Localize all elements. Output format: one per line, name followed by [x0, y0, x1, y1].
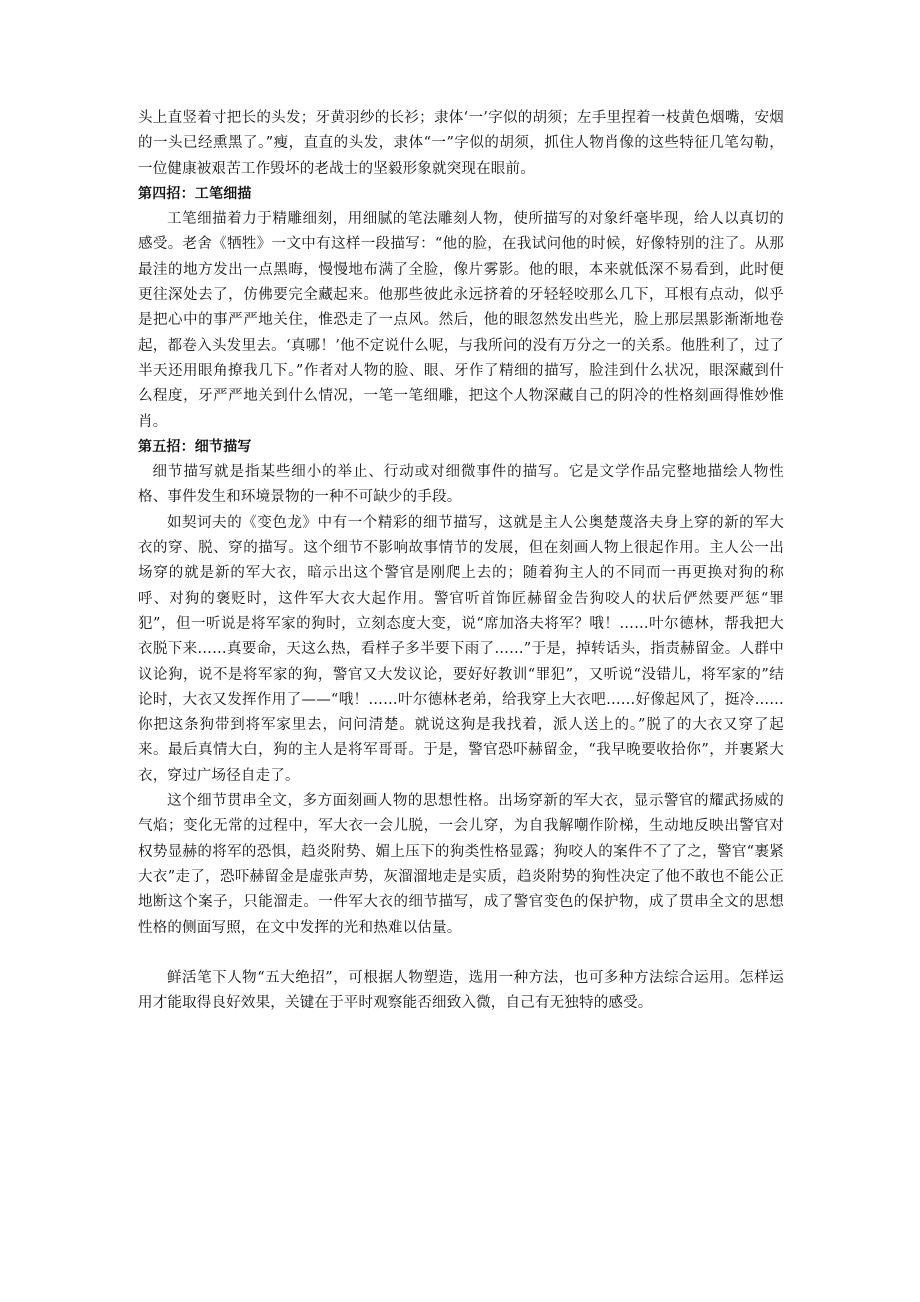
paragraph-chameleon-example: 如契诃夫的《变色龙》中有一个精彩的细节描写，这就是主人公奥楚蔑洛夫身上穿的新的军大衣的穿、脱、穿的描写。这个细节不影响故事情节的发展，但在刻画人物上很起作用。主人公一出场穿的就是新的军大衣，暗示出这个警官是刚爬上去的；随着狗主人的不同而一再更换对狗的称呼、对狗的褒贬时，这件军大衣大起作用。警官听首饰匠赫留金告狗咬人的状后俨然要严惩“罪犯”，但一听说是将军家的狗时，立刻态度大变，说“席加洛夫将军？哦！……叶尔德林，帮我把大衣脱下来……真要命，天这么热，看样子多半要下雨了……”于是，掉转话头，指责赫留金。人群中议论狗，说不是将军家的狗，警官又大发议论，要好好教训“罪犯”，又听说“没错儿，将军家的”结论时，大衣又发挥作用了——“哦！……叶尔德林老弟，给我穿上大衣吧……好像起风了，挺冷……你把这条狗带到将军家里去，问问清楚。就说这狗是我找着，派人送上的。”脱了的大衣又穿了起来。最后真情大白，狗的主人是将军哥哥。于是，警官恐吓赫留金，“我早晚要收拾你”，并裹紧大衣，穿过广场径自走了。 — [138, 514, 784, 784]
paragraph-detail-definition: 细节描写就是指某些细小的举止、行动或对细微事件的描写。它是文学作品完整地描绘人物性格、事件发生和环境景物的一种不可缺少的手段。 — [138, 464, 784, 506]
heading-fourth-technique: 第四招：工笔细描 — [138, 185, 252, 202]
blank-line — [138, 941, 784, 966]
paragraph-portrait-sketch: 头上直竖着寸把长的头发；牙黄羽纱的长衫；隶体‘一’字似的胡须；左手里捏着一枝黄色烟嘴，安烟的一头已经熏黑了。”瘦，直直的头发，隶体“一”字似的胡须，抓住人物肖像的这些特征几笔勾勒，一位健康被艰苦工作毁坏的老战士的坚毅形象就突现在眼前。 — [138, 110, 784, 177]
heading-fifth-technique: 第五招：细节描写 — [138, 438, 252, 455]
paragraph-conclusion: 鲜活笔下人物“五大绝招”，可根据人物塑造，选用一种方法，也可多种方法综合运用。怎样运用才能取得良好效果，关键在于平时观察能否细致入微，自己有无独特的感受。 — [138, 969, 784, 1012]
paragraph-fine-depiction: 工笔细描着力于精雕细刻，用细腻的笔法雕刻人物，使所描写的对象纤毫毕现，给人以真切的感受。老舍《牺牲》一文中有这样一段描写：“他的脸，在我试问他的时候，好像特别的注了。从那最洼的地方发出一点黑晦，慢慢地布满了全脸，像片雾影。他的眼，本来就低深不易看到，此时便更往深处去了，仿佛要完全藏起来。他那些彼此永远挤着的牙轻轻咬那么几下，耳根有点动，似乎是把心中的事严严地关住，惟恐走了一点风。然后，他的眼忽然发出些光，脸上那层黑影渐渐地卷起，都卷入头发里去。‘真哪！’他不定说什么呢，与我所问的没有万分之一的关系。他胜利了，过了半天还用眼角撩我几下。”作者对人物的脸、眼、牙作了精细的描写，脸洼到什么状况，眼深藏到什么程度，牙严严地关到什么情况，一笔一笔细雕，把这个人物深藏自己的阴冷的性格刻画得惟妙惟肖。 — [138, 211, 784, 430]
document-page — [138, 106, 784, 1016]
paragraph-detail-analysis: 这个细节贯串全文，多方面刻画人物的思想性格。出场穿新的军大衣，显示警官的耀武扬威的气焰；变化无常的过程中，军大衣一会儿脱，一会儿穿，为自我解嘲作阶梯，生动地反映出警官对权势显赫的将军的恐惧，趋炎附势、媚上压下的狗类性格显露；狗咬人的案件不了了之，警官“裹紧大衣”走了，恐吓赫留金是虚张声势，灰溜溜地走是实质，趋炎附势的狗性决定了他不敢也不能公正地断这个案子，只能溜走。一件军大衣的细节描写，成了警官变色的保护物，成了贯串全文的思想性格的侧面写照，在文中发挥的光和热难以估量。 — [138, 793, 784, 936]
